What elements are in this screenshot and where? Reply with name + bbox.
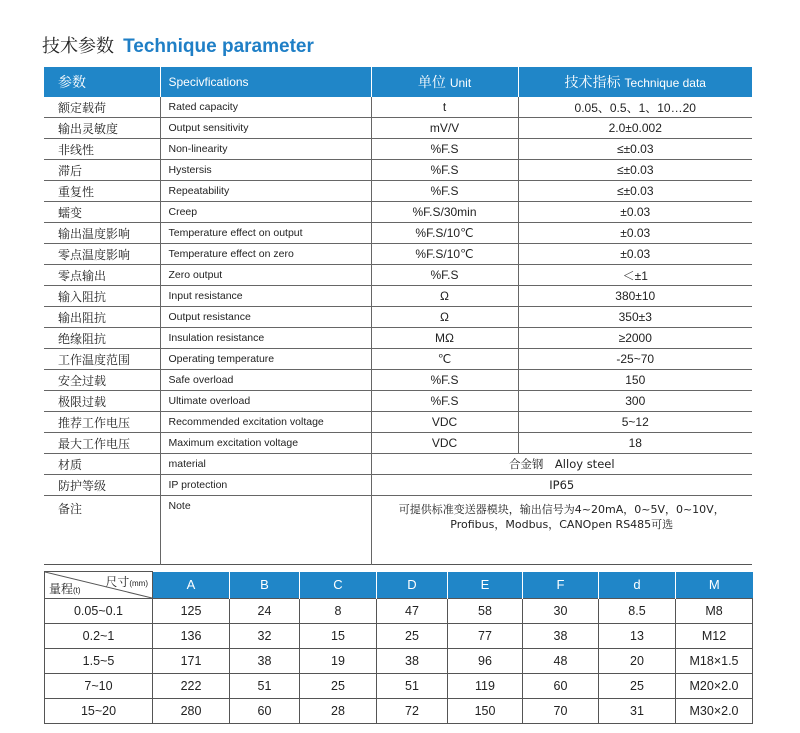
dimension-value-cell: 60	[230, 699, 300, 724]
param-name-en: Note	[160, 496, 371, 565]
spec-row-material	[44, 454, 752, 475]
dimension-value-cell: 280	[153, 699, 230, 724]
dimension-value-cell: 31	[599, 699, 676, 724]
param-name-zh: 最大工作电压	[44, 433, 160, 454]
param-name-zh: 安全过载	[44, 370, 160, 391]
param-name-zh: 输出灵敏度	[44, 118, 160, 139]
dimension-value-cell: 51	[230, 674, 300, 699]
spec-row	[44, 328, 752, 349]
dimension-value-cell: 38	[523, 624, 599, 649]
dimension-value-cell: 48	[523, 649, 599, 674]
title-english: Technique parameter	[123, 36, 314, 57]
dimension-value-cell: 19	[300, 649, 377, 674]
dimension-value-cell: 38	[230, 649, 300, 674]
param-name-en: material	[160, 454, 371, 475]
param-name-en: Insulation resistance	[160, 328, 371, 349]
spec-row	[44, 286, 752, 307]
param-value: ≤±0.03	[518, 181, 752, 202]
param-name-en: Non-linearity	[160, 139, 371, 160]
param-name-en: Output sensitivity	[160, 118, 371, 139]
param-value: IP65	[371, 475, 752, 496]
range-cell: 0.05~0.1	[45, 599, 153, 624]
param-name-zh: 备注	[44, 496, 160, 565]
dimension-row	[45, 699, 753, 724]
spec-row	[44, 391, 752, 412]
spec-row	[44, 97, 752, 118]
param-name-zh: 输出阻抗	[44, 307, 160, 328]
param-name-zh: 极限过载	[44, 391, 160, 412]
param-name-zh: 工作温度范围	[44, 349, 160, 370]
spec-row	[44, 307, 752, 328]
dimension-column-header: E	[448, 572, 523, 599]
param-name-en: Rated capacity	[160, 97, 371, 118]
param-value: ≤±0.03	[518, 160, 752, 181]
param-name-zh: 零点温度影响	[44, 244, 160, 265]
param-unit: %F.S	[371, 139, 518, 160]
param-name-zh: 防护等级	[44, 475, 160, 496]
param-unit: %F.S/10℃	[371, 223, 518, 244]
dimension-column-header: A	[153, 572, 230, 599]
param-name-en: IP protection	[160, 475, 371, 496]
param-unit: ℃	[371, 349, 518, 370]
param-unit: t	[371, 97, 518, 118]
dimension-table	[44, 571, 753, 724]
param-value: 150	[518, 370, 752, 391]
param-value: 18	[518, 433, 752, 454]
param-name-zh: 非线性	[44, 139, 160, 160]
dimension-value-cell: M20×2.0	[676, 674, 753, 699]
spec-row	[44, 181, 752, 202]
param-name-zh: 重复性	[44, 181, 160, 202]
param-name-zh: 蠕变	[44, 202, 160, 223]
param-unit: MΩ	[371, 328, 518, 349]
param-unit: %F.S	[371, 160, 518, 181]
header-param: 参数	[44, 67, 160, 97]
param-name-zh: 额定载荷	[44, 97, 160, 118]
spec-header-row	[44, 67, 752, 97]
dimension-value-cell: 96	[448, 649, 523, 674]
range-cell: 15~20	[45, 699, 153, 724]
dimension-value-cell: 72	[377, 699, 448, 724]
dimension-row	[45, 599, 753, 624]
spec-row	[44, 139, 752, 160]
param-unit: %F.S/30min	[371, 202, 518, 223]
param-value: ＜±1	[518, 265, 752, 286]
param-name-zh: 推荐工作电压	[44, 412, 160, 433]
param-value: ±0.03	[518, 244, 752, 265]
param-name-zh: 输出温度影响	[44, 223, 160, 244]
spec-row	[44, 412, 752, 433]
param-name-en: Temperature effect on output	[160, 223, 371, 244]
dimension-value-cell: 38	[377, 649, 448, 674]
range-cell: 1.5~5	[45, 649, 153, 674]
param-name-en: Safe overload	[160, 370, 371, 391]
header-spec: Specivfications	[160, 67, 371, 97]
dimension-value-cell: 24	[230, 599, 300, 624]
dimension-value-cell: 8.5	[599, 599, 676, 624]
dimension-value-cell: 119	[448, 674, 523, 699]
dimension-corner-cell: 尺寸(mm) 量程(t)	[45, 572, 153, 599]
spec-table	[44, 67, 752, 565]
header-unit: 单位 Unit	[371, 67, 518, 97]
param-name-zh: 绝缘阻抗	[44, 328, 160, 349]
spec-row	[44, 244, 752, 265]
param-value: 2.0±0.002	[518, 118, 752, 139]
param-unit: VDC	[371, 412, 518, 433]
dimension-column-header: d	[599, 572, 676, 599]
page-title	[42, 32, 314, 58]
dimension-value-cell: M30×2.0	[676, 699, 753, 724]
spec-row	[44, 202, 752, 223]
dimension-row	[45, 674, 753, 699]
range-cell: 0.2~1	[45, 624, 153, 649]
spec-row	[44, 118, 752, 139]
param-unit: %F.S	[371, 265, 518, 286]
param-value: ≥2000	[518, 328, 752, 349]
dimension-row	[45, 649, 753, 674]
header-tech: 技术指标 Technique data	[518, 67, 752, 97]
param-name-en: Input resistance	[160, 286, 371, 307]
dimension-header-row	[45, 572, 753, 599]
param-value: ≤±0.03	[518, 139, 752, 160]
dimension-value-cell: 150	[448, 699, 523, 724]
dimension-value-cell: 60	[523, 674, 599, 699]
dimension-value-cell: 70	[523, 699, 599, 724]
dimension-value-cell: 58	[448, 599, 523, 624]
dimension-value-cell: 13	[599, 624, 676, 649]
param-name-en: Creep	[160, 202, 371, 223]
dimension-column-header: B	[230, 572, 300, 599]
param-name-en: Output resistance	[160, 307, 371, 328]
dimension-value-cell: 51	[377, 674, 448, 699]
dimension-value-cell: 171	[153, 649, 230, 674]
dimension-value-cell: 32	[230, 624, 300, 649]
param-name-en: Ultimate overload	[160, 391, 371, 412]
param-name-zh: 材质	[44, 454, 160, 475]
dimension-value-cell: 25	[300, 674, 377, 699]
param-value: 300	[518, 391, 752, 412]
param-name-en: Zero output	[160, 265, 371, 286]
dimension-value-cell: 47	[377, 599, 448, 624]
param-name-en: Operating temperature	[160, 349, 371, 370]
spec-row-note	[44, 496, 752, 565]
param-unit: %F.S	[371, 391, 518, 412]
param-name-en: Temperature effect on zero	[160, 244, 371, 265]
dimension-value-cell: 20	[599, 649, 676, 674]
spec-row	[44, 265, 752, 286]
dimension-value-cell: 30	[523, 599, 599, 624]
dimension-value-cell: M8	[676, 599, 753, 624]
dimension-value-cell: 136	[153, 624, 230, 649]
param-unit: %F.S	[371, 370, 518, 391]
title-chinese: 技术参数	[42, 36, 114, 57]
param-unit: VDC	[371, 433, 518, 454]
spec-row-protection	[44, 475, 752, 496]
dimension-value-cell: M18×1.5	[676, 649, 753, 674]
param-value: 5~12	[518, 412, 752, 433]
param-value: 合金钢 Alloy steel	[371, 454, 752, 475]
dimension-value-cell: M12	[676, 624, 753, 649]
spec-row	[44, 349, 752, 370]
note-line-1: 可提供标准变送器模块，输出信号为4~20mA，0~5V，0~10V，	[398, 503, 725, 516]
dimension-value-cell: 8	[300, 599, 377, 624]
note-text	[371, 496, 752, 565]
param-unit: Ω	[371, 307, 518, 328]
param-value: 380±10	[518, 286, 752, 307]
dimension-row	[45, 624, 753, 649]
param-name-zh: 零点输出	[44, 265, 160, 286]
param-name-en: Maximum excitation voltage	[160, 433, 371, 454]
dimension-column-header: M	[676, 572, 753, 599]
dimension-value-cell: 28	[300, 699, 377, 724]
dimension-value-cell: 222	[153, 674, 230, 699]
param-name-en: Recommended excitation voltage	[160, 412, 371, 433]
param-value: ±0.03	[518, 202, 752, 223]
dimension-column-header: F	[523, 572, 599, 599]
dimension-value-cell: 77	[448, 624, 523, 649]
param-name-zh: 输入阻抗	[44, 286, 160, 307]
param-unit: %F.S	[371, 181, 518, 202]
dimension-value-cell: 125	[153, 599, 230, 624]
param-name-zh: 滞后	[44, 160, 160, 181]
dimension-column-header: D	[377, 572, 448, 599]
dimension-value-cell: 25	[377, 624, 448, 649]
dimension-value-cell: 25	[599, 674, 676, 699]
param-unit: mV/V	[371, 118, 518, 139]
note-line-2: Profibus，Modbus，CANOpen RS485可选	[450, 518, 674, 531]
param-name-en: Hystersis	[160, 160, 371, 181]
spec-row	[44, 160, 752, 181]
dimension-column-header: C	[300, 572, 377, 599]
dimension-value-cell: 15	[300, 624, 377, 649]
param-unit: Ω	[371, 286, 518, 307]
param-value: ±0.03	[518, 223, 752, 244]
range-cell: 7~10	[45, 674, 153, 699]
param-value: -25~70	[518, 349, 752, 370]
spec-row	[44, 433, 752, 454]
spec-row	[44, 223, 752, 244]
param-value: 0.05、0.5、1、10…20	[518, 97, 752, 118]
param-value: 350±3	[518, 307, 752, 328]
spec-row	[44, 370, 752, 391]
param-unit: %F.S/10℃	[371, 244, 518, 265]
param-name-en: Repeatability	[160, 181, 371, 202]
